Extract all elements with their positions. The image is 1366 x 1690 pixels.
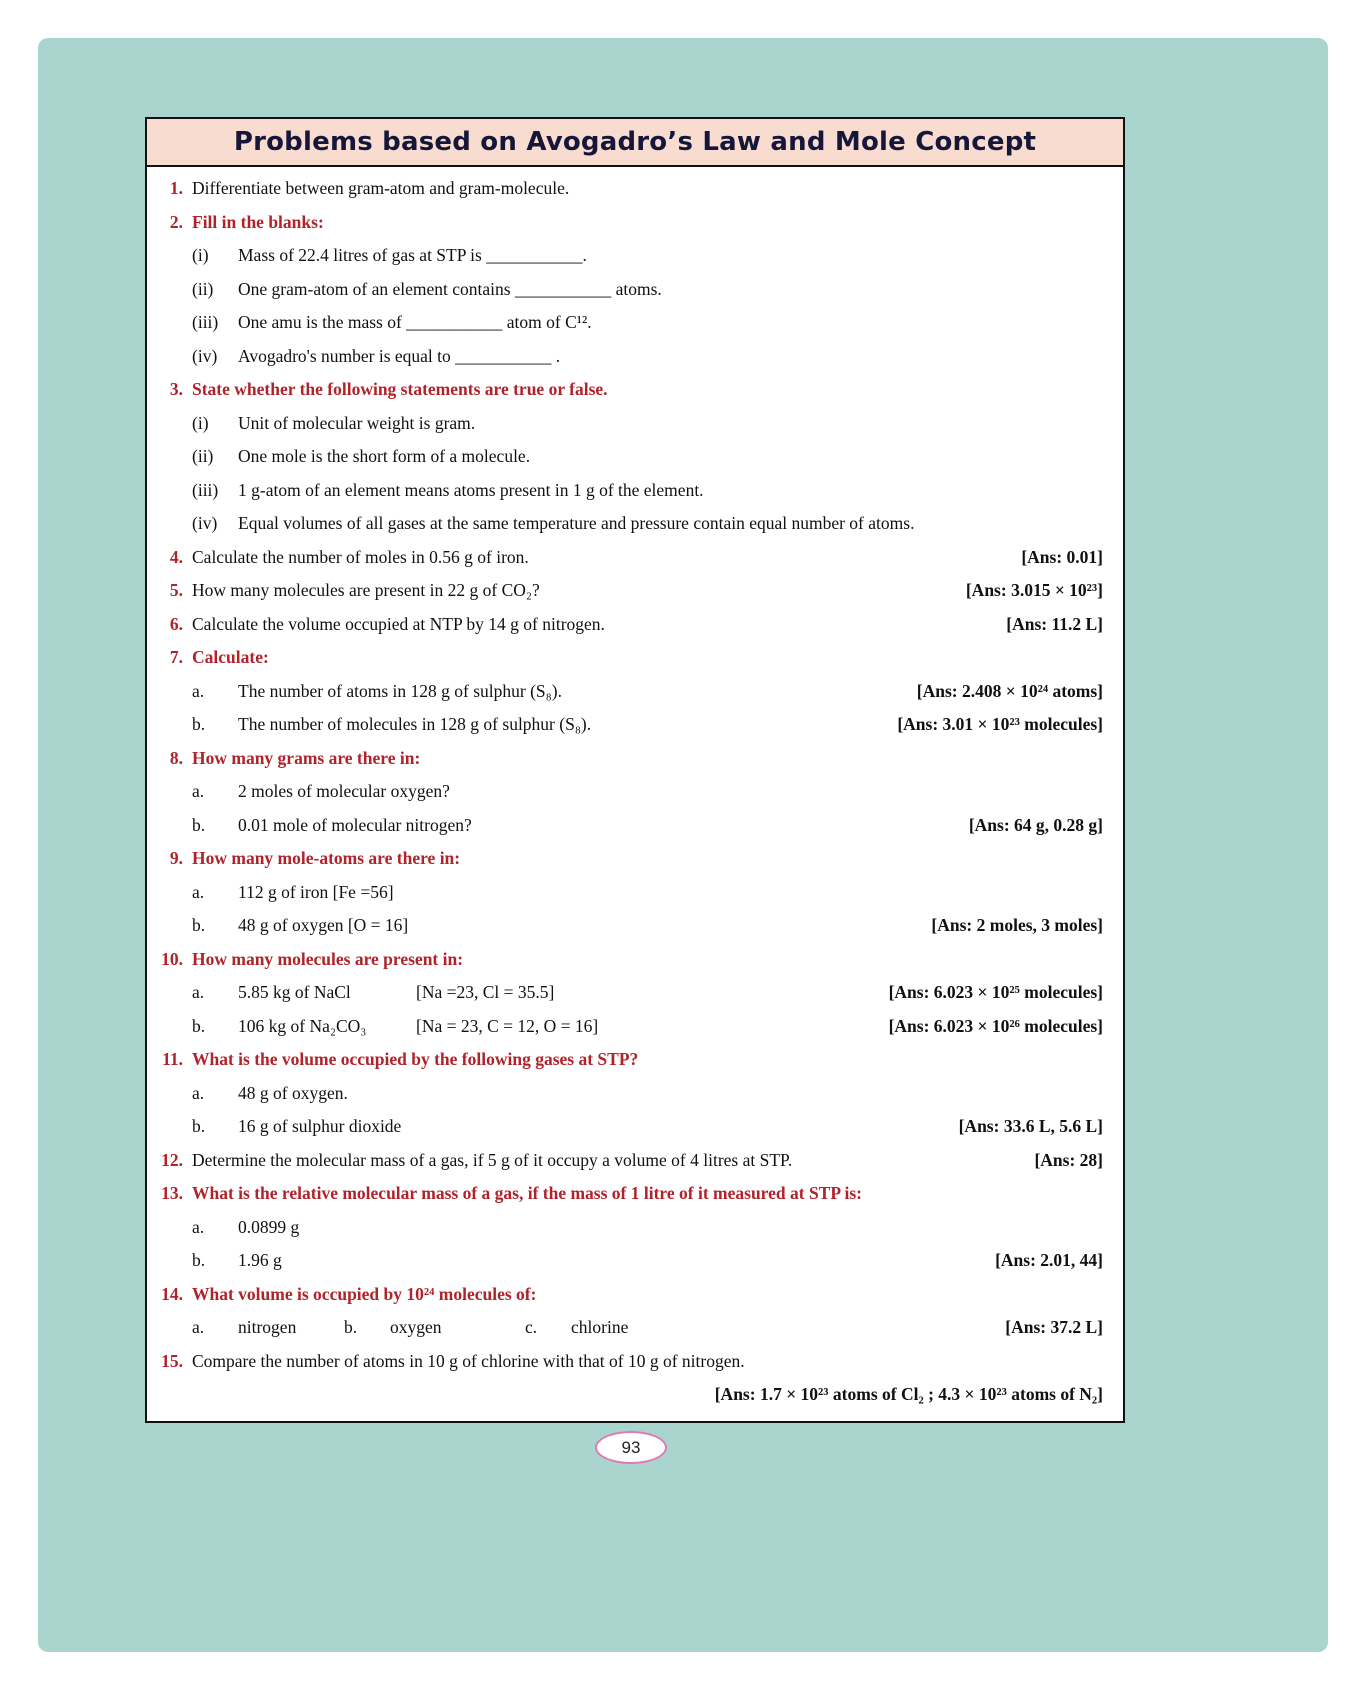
- sub-item-text: 112 g of iron [Fe =56]: [238, 881, 394, 902]
- atomic-mass-note: [Na =23, Cl = 35.5]: [416, 982, 555, 1002]
- answer-text: [Ans: 28]: [1034, 1149, 1103, 1170]
- problem-row: [147, 976, 1103, 1010]
- section-header: [147, 119, 1123, 167]
- problem-text: Calculate the volume occupied at NTP by 14 g of nitrogen.: [192, 613, 605, 634]
- problem-row: [147, 574, 1103, 608]
- problem-row: [147, 1010, 1103, 1044]
- sub-item-label: (ii): [192, 446, 214, 466]
- problem-row: [147, 1144, 1103, 1178]
- problem-text: What volume is occupied by 10²⁴ molecules of:: [192, 1283, 537, 1304]
- problem-number: 11.: [162, 1049, 183, 1069]
- problem-number: 5.: [169, 580, 183, 600]
- sub-item-label: a.: [192, 1317, 205, 1337]
- problem-number: 8.: [169, 747, 183, 768]
- answer-text: [Ans: 11.2 L]: [1006, 613, 1103, 634]
- problem-number: 14.: [161, 1283, 183, 1304]
- sub-item-label: a.: [192, 680, 205, 701]
- problem-row: [147, 507, 1103, 541]
- sub-item-text: One gram-atom of an element contains ___________ atoms.: [238, 278, 662, 299]
- sub-item-text: 0.0899 g: [238, 1216, 300, 1237]
- problem-row: [147, 541, 1103, 575]
- sub-item-label: b.: [192, 1116, 206, 1136]
- sub-item-label: b.: [192, 714, 206, 734]
- problem-number: 12.: [161, 1149, 183, 1170]
- sub-item-text: Mass of 22.4 litres of gas at STP is ___________.: [238, 245, 587, 265]
- problem-row: [147, 775, 1103, 809]
- page-number: 93: [621, 1437, 641, 1457]
- sub-item-text: The number of molecules in 128 g of sulphur (S₈).: [238, 714, 592, 734]
- sub-item-text: 0.01 mole of molecular nitrogen?: [238, 814, 472, 835]
- problem-row: [147, 876, 1103, 910]
- problem-text: Differentiate between gram-atom and gram-molecule.: [192, 178, 570, 198]
- problem-text: How many grams are there in:: [192, 747, 421, 768]
- problem-number: 2.: [169, 211, 183, 232]
- problem-number: 7.: [169, 647, 183, 667]
- problem-row: [147, 407, 1103, 441]
- problem-text: How many mole-atoms are there in:: [192, 848, 461, 868]
- problem-row: [147, 1345, 1103, 1379]
- problem-text: What is the relative molecular mass of a gas, if the mass of 1 litre of it measured at STP is:: [192, 1183, 862, 1203]
- sub-item-text: One amu is the mass of ___________ atom of C¹².: [238, 312, 592, 332]
- sub-item-label: (iv): [192, 345, 218, 366]
- sub-item-text: Unit of molecular weight is gram.: [238, 412, 476, 433]
- problem-row: [147, 340, 1103, 374]
- problem-row: [147, 1244, 1103, 1278]
- problems-list: [147, 167, 1123, 1421]
- problem-row: [147, 641, 1103, 675]
- problem-text: Determine the molecular mass of a gas, if 5 g of it occupy a volume of 4 litres at STP.: [192, 1149, 793, 1170]
- section-title: Problems based on Avogadro’s Law and Mole Concept: [233, 127, 1037, 157]
- answer-text: [Ans: 37.2 L]: [1005, 1317, 1103, 1337]
- problem-row: [147, 206, 1103, 240]
- sub-item-label: a.: [192, 881, 205, 902]
- problem-row: [147, 809, 1103, 843]
- problem-row: [147, 239, 1103, 273]
- answer-text: [Ans: 1.7 × 10²³ atoms of Cl₂ ; 4.3 × 10²³ atoms of N₂]: [714, 1384, 1103, 1404]
- problem-row: [147, 909, 1103, 943]
- sub-item-label: a.: [192, 1216, 205, 1237]
- problem-text: How many molecules are present in:: [192, 948, 464, 969]
- problem-row: [147, 273, 1103, 307]
- problem-row: [147, 172, 1103, 206]
- atomic-mass-note: [Na = 23, C = 12, O = 16]: [416, 1015, 599, 1036]
- sub-item-label: c.: [525, 1317, 538, 1337]
- problem-row: [147, 373, 1103, 407]
- problem-text: Compare the number of atoms in 10 g of chlorine with that of 10 g of nitrogen.: [192, 1350, 745, 1371]
- problem-number: 9.: [169, 848, 183, 868]
- answer-text: [Ans: 2 moles, 3 moles]: [931, 915, 1103, 935]
- problem-row: [147, 742, 1103, 776]
- problem-text: State whether the following statements are true or false.: [192, 379, 608, 399]
- answer-text: [Ans: 3.01 × 10²³ molecules]: [897, 714, 1103, 734]
- sub-item-label: b.: [192, 814, 206, 835]
- problem-row: [147, 1077, 1103, 1111]
- problem-number: 15.: [161, 1350, 183, 1371]
- problem-row: [147, 608, 1103, 642]
- problem-text: Calculate the number of moles in 0.56 g of iron.: [192, 546, 529, 567]
- sub-item-text: The number of atoms in 128 g of sulphur (S₈).: [238, 680, 562, 701]
- answer-text: [Ans: 3.015 × 10²³]: [965, 580, 1103, 600]
- problem-row: [147, 842, 1103, 876]
- problem-row: [147, 474, 1103, 508]
- answer-text: [Ans: 33.6 L, 5.6 L]: [958, 1116, 1103, 1136]
- problem-text: Fill in the blanks:: [192, 211, 324, 232]
- problem-row: [147, 1110, 1103, 1144]
- sub-item-text: 1 g-atom of an element means atoms present in 1 g of the element.: [238, 479, 704, 500]
- sub-item-text: Avogadro's number is equal to ___________ .: [238, 345, 561, 366]
- sub-item-text: oxygen: [390, 1317, 442, 1337]
- problem-number: 13.: [161, 1183, 183, 1203]
- problems-box: [145, 117, 1125, 1423]
- answer-text: [Ans: 64 g, 0.28 g]: [968, 814, 1103, 835]
- problem-number: 4.: [169, 546, 183, 567]
- sub-item-text: 16 g of sulphur dioxide: [238, 1116, 402, 1136]
- problem-number: 6.: [169, 613, 183, 634]
- sub-item-text: chlorine: [571, 1317, 629, 1337]
- sub-item-label: b.: [192, 1250, 206, 1270]
- sub-item-text: Equal volumes of all gases at the same temperature and pressure contain equal number of atoms.: [238, 513, 915, 533]
- answer-text: [Ans: 0.01]: [1021, 546, 1103, 567]
- sub-item-label: b.: [344, 1317, 358, 1337]
- sub-item-label: (i): [192, 245, 209, 265]
- sub-item-label: (iii): [192, 479, 219, 500]
- problem-row: [147, 943, 1103, 977]
- problem-row: [147, 1311, 1103, 1345]
- problem-row: [147, 1278, 1103, 1312]
- problem-number: 10.: [161, 948, 183, 969]
- problem-row: [147, 306, 1103, 340]
- sub-item-text: 2 moles of molecular oxygen?: [238, 781, 450, 801]
- problem-text: How many molecules are present in 22 g of CO₂?: [192, 580, 540, 600]
- problem-number: 1.: [169, 178, 183, 198]
- problem-row: [147, 1378, 1103, 1412]
- problem-number: 3.: [169, 379, 183, 399]
- problem-row: [147, 1177, 1103, 1211]
- problem-text: Calculate:: [192, 647, 269, 667]
- answer-text: [Ans: 2.408 × 10²⁴ atoms]: [916, 680, 1103, 701]
- problem-row: [147, 1211, 1103, 1245]
- sub-item-text: 5.85 kg of NaCl: [238, 982, 351, 1002]
- sub-item-label: a.: [192, 781, 205, 801]
- sub-item-text: 48 g of oxygen.: [238, 1082, 348, 1103]
- sub-item-text: nitrogen: [238, 1317, 297, 1337]
- sub-item-text: 1.96 g: [238, 1250, 282, 1270]
- sub-item-text: 48 g of oxygen [O = 16]: [238, 915, 409, 935]
- sub-item-label: a.: [192, 982, 205, 1002]
- answer-text: [Ans: 2.01, 44]: [995, 1250, 1103, 1270]
- sub-item-text: One mole is the short form of a molecule.: [238, 446, 531, 466]
- problem-row: [147, 675, 1103, 709]
- problem-row: [147, 440, 1103, 474]
- problem-row: [147, 708, 1103, 742]
- page-number-badge: [595, 1431, 667, 1464]
- problem-row: [147, 1043, 1103, 1077]
- sub-item-label: (i): [192, 412, 209, 433]
- sub-item-label: (iv): [192, 513, 218, 533]
- sub-item-label: b.: [192, 1015, 206, 1036]
- sub-item-label: (ii): [192, 278, 214, 299]
- answer-text: [Ans: 6.023 × 10²⁶ molecules]: [888, 1015, 1103, 1036]
- sub-item-text: 106 kg of Na₂CO₃: [238, 1015, 367, 1036]
- sub-item-label: a.: [192, 1082, 205, 1103]
- sub-item-label: (iii): [192, 312, 219, 332]
- problem-text: What is the volume occupied by the following gases at STP?: [192, 1049, 639, 1069]
- answer-text: [Ans: 6.023 × 10²⁵ molecules]: [888, 982, 1103, 1002]
- sub-item-label: b.: [192, 915, 206, 935]
